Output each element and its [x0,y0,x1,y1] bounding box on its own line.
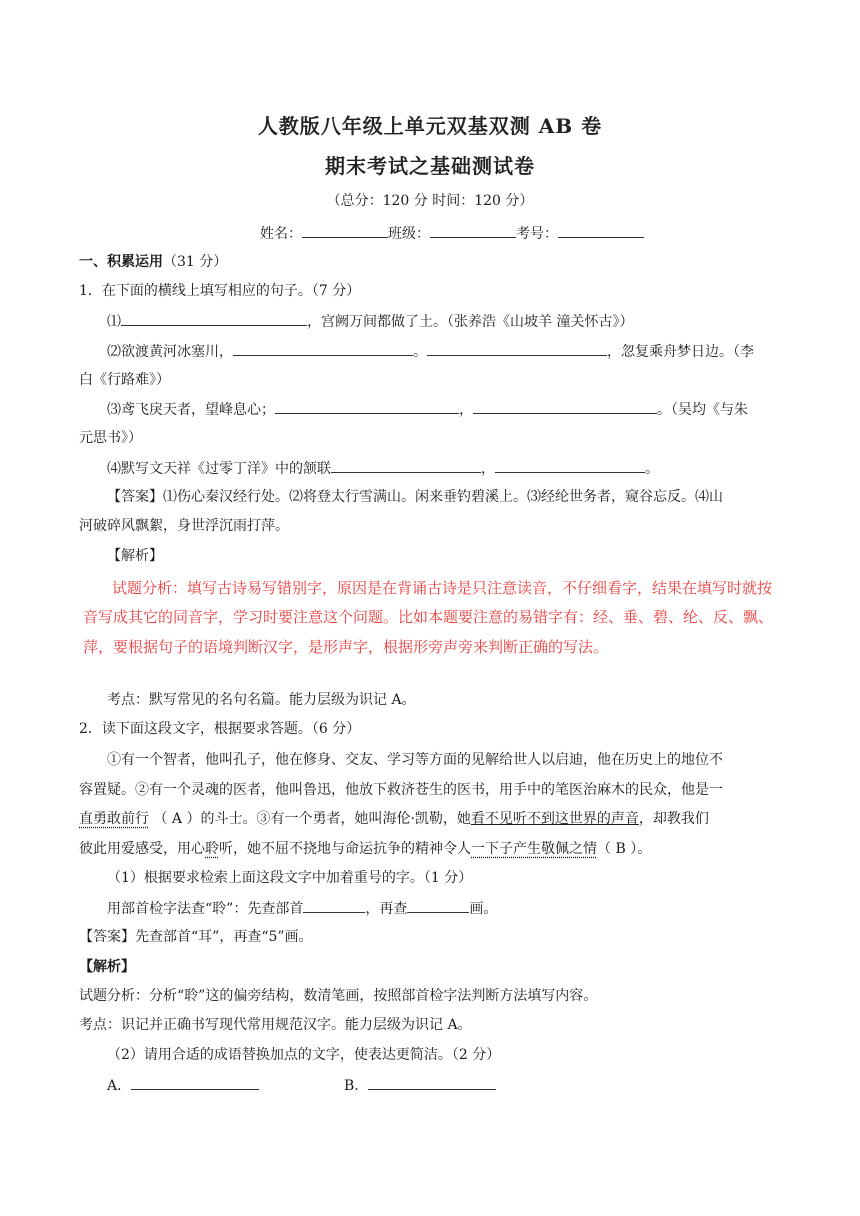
q1-item4-blank-b[interactable] [495,458,645,473]
dotted-phrase-b: 一下子产生敬佩之情 [471,841,597,857]
q2-para-line3 [79,809,709,829]
exam-title: 人教版八年级上单元双基双测 AB 卷 [257,114,603,138]
q2-sub1-task-b: ，再查 [365,901,408,917]
q2-sub2-options [107,1075,496,1096]
option-b-label: B． [344,1078,369,1094]
q2-para-line2: 容置疑。②有一个灵魂的医者，他叫鲁迅，他放下救济苍生的医书，用手中的笔医治麻木的民众，他是一 [79,782,723,798]
q2-sub1-answer: 【答案】先查部首“耳”，再查“5”画。 [79,929,313,945]
section1-heading [79,252,227,272]
q2-sub1: （1）根据要求检索上面这段文字中加着重号的字。（1 分） [107,870,473,886]
q1-analysis-label: 【解析】 [107,548,163,564]
exam-meta: （总分：120 分 时间：120 分） [326,193,534,209]
section1-title: 一、积累运用 [79,254,163,270]
q1-analysis-line2: 音写成其它的同音字，学习时要注意这个问题。比如本题要注意的易错字有：经、垂、碧、纶、反、飘、 [83,608,774,626]
q1-item2 [107,341,754,362]
q2-para-line4-c: 听，她不屈不挠地与命运抗争的精神令人 [219,841,471,857]
option-b-blank[interactable] [368,1075,496,1090]
q1-item1-blank[interactable] [121,311,307,326]
q1-analysis-line3: 萍，要根据句子的语境判断汉字，是形声字，根据形旁声旁来判断正确的写法。 [83,638,609,656]
stroke-blank[interactable] [407,898,469,913]
q2-para-line1: ①有一个智者，他叫孔子，他在修身、交友、学习等方面的见解给世人以启迪，他在历史上的地位不 [107,752,723,768]
q1-answer-line2: 河破碎风飘絮，身世浮沉雨打萍。 [79,518,289,534]
q2-para-line3-end: ，却教我们 [638,811,709,827]
q1-item2-blank-a[interactable] [233,341,413,356]
q2-para-line4 [79,839,651,859]
mark-b: （ B ）。 [597,841,652,857]
q2-sub1-task-c: 画。 [469,901,498,917]
q2-para-line4-a: 彼此用爱感受，用心 [79,841,205,857]
q1-stem: 1．在下面的横线上填写相应的句子。（7 分） [79,283,361,299]
q2-para-line3-mid: 的斗士。③有一个勇者，她叫海伦·凯勒，她 [200,811,471,827]
q1-kaodian: 考点：默写常见的名句名篇。能力层级为识记 A。 [107,692,416,708]
section1-points: （31 分） [163,254,228,270]
class-label: 班级： [388,226,430,242]
q1-item2-blank-b[interactable] [427,341,607,356]
q2-sub1-kaodian: 考点：识记并正确书写现代常用规范汉字。能力层级为识记 A。 [79,1017,472,1033]
q1-item3-suffix: 。（吴均《与朱 [657,402,748,418]
q1-item3-prefix: ⑶鸢飞戾天者，望峰息心； [107,402,275,418]
q1-item3-cont: 元思书》） [79,430,142,446]
option-a-label: A． [107,1078,132,1094]
q2-sub1-analysis: 试题分析：分析“聆”这的偏旁结构，数清笔画，按照部首检字法判断方法填写内容。 [79,988,598,1004]
q1-item3-blank-a[interactable] [275,399,459,414]
q1-item2-suffix: ，忽复乘舟梦日边。（李 [607,344,754,360]
q2-sub1-task-a: 用部首检字法查“聆”：先查部首 [107,901,304,917]
option-a-blank[interactable] [131,1075,259,1090]
student-info-row [260,223,644,244]
q1-item4-blank-a[interactable] [331,458,481,473]
q1-item1 [107,311,633,332]
q2-sub2: （2）请用合适的成语替换加点的文字，使表达更简洁。（2 分） [107,1047,501,1063]
class-field[interactable] [430,223,516,238]
underlined-phrase: 看不见听不到这世界的声音 [470,811,639,827]
exam-no-field[interactable] [558,223,644,238]
emphasized-char: 聆 [205,841,219,857]
dotted-phrase-a: 直勇敢前行 [79,811,149,827]
q1-item1-prefix: ⑴ [107,314,121,330]
mark-a: （ A ） [153,811,201,827]
name-label: 姓名： [260,226,302,242]
q1-item4-prefix: ⑷默写文天祥《过零丁洋》中的颔联 [107,461,331,477]
exam-no-label: 考号： [516,226,558,242]
q1-answer-line1: 【答案】⑴伤心秦汉经行处。⑵将登太行雪满山。闲来垂钓碧溪上。⑶经纶世务者，窥谷忘反。⑷山 [107,489,723,505]
q2-sub1-task [107,898,497,919]
name-field[interactable] [302,223,388,238]
q1-item4-mid: ， [481,461,495,477]
q1-item2-prefix: ⑵欲渡黄河冰塞川， [107,344,233,360]
q1-item3 [107,399,748,420]
q1-item4 [107,458,659,479]
q1-item2-mid: 。 [413,344,427,360]
q1-item4-suffix: 。 [645,461,659,477]
q1-analysis-line1: 试题分析：填写古诗易写错别字，原因是在背诵古诗是只注意读音，不仔细看字，结果在填写时就按 [112,579,773,597]
q2-sub1-analysis-label: 【解析】 [79,959,135,975]
q1-item3-mid: ， [459,402,473,418]
q1-item1-suffix: ，宫阙万间都做了土。（张养浩《山坡羊 潼关怀古》） [307,314,634,330]
q1-item2-cont: 白《行路难》） [79,372,170,388]
radical-blank[interactable] [303,898,365,913]
exam-subtitle: 期末考试之基础测试卷 [325,154,535,178]
q2-stem: 2．读下面这段文字，根据要求答题。（6 分） [79,721,361,737]
q1-item3-blank-b[interactable] [473,399,657,414]
